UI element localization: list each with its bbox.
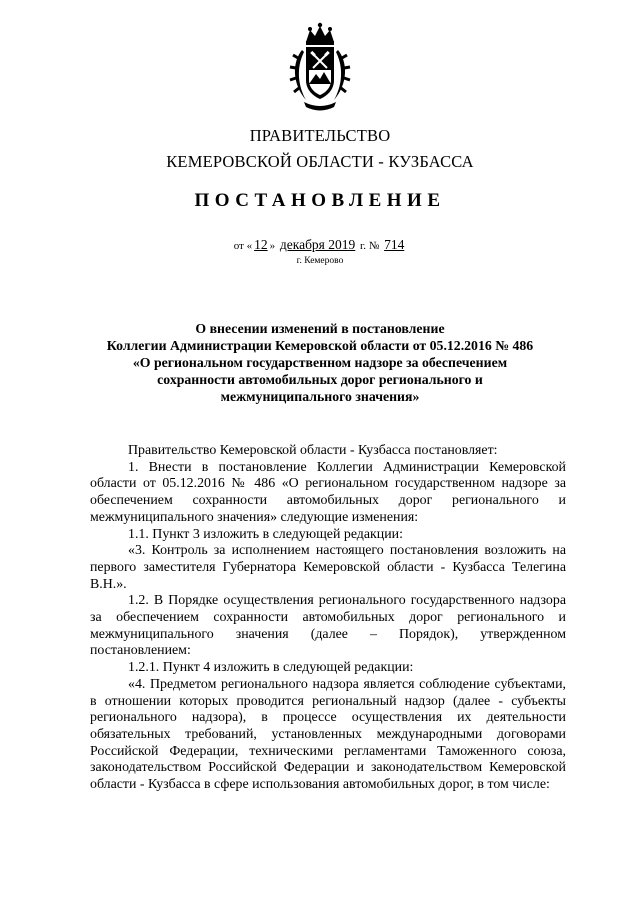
body-paragraph-1: 1. Внести в постановление Коллегии Администрации Кемеровской области от 05.12.2016 № 486 «О региональном государственном надзоре за обеспечением сохранности автомобильных дорог регионального и межмуниципального значения» следующие изменения: [90, 459, 566, 525]
date-year-suffix: г. [360, 240, 367, 252]
title-line: «О региональном государственном надзоре за обеспечением [132, 355, 508, 370]
document-number: 714 [384, 237, 405, 252]
document-date-line [0, 238, 640, 253]
title-line: межмуниципального значения» [220, 389, 420, 404]
body-paragraph-1-2-1: 1.2.1. Пункт 4 изложить в следующей редакции: [128, 660, 414, 676]
body-paragraph-quote-3: «3. Контроль за исполнением настоящего постановления возложить на первого заместителя Губернатора Кемеровской области - Кузбасса Телегина В.Н.». [90, 543, 566, 592]
date-prefix: от « [233, 240, 253, 252]
date-day: 12 [254, 237, 268, 252]
coat-of-arms-emblem [288, 22, 352, 112]
body-paragraph-1-1: 1.1. Пункт 3 изложить в следующей редакции: [128, 526, 403, 542]
title-line: сохранности автомобильных дорог регионального и [157, 372, 483, 387]
body-paragraph-1-2: 1.2. В Порядке осуществления регионального государственного надзора за обеспечением сохранности автомобильных дорог регионального и межмуниципального значения (далее – Порядок), утвержденном постановлением: [90, 593, 566, 659]
title-line: О внесении изменений в постановление [195, 321, 445, 336]
body-paragraph-quote-4: «4. Предметом регионального надзора является соблюдение субъектами, в отношении которых проводится региональный надзор (далее - субъекты регионального надзора), в процессе осуществления их деятельности обязательных требований, установленных международными договорами Российской Федерации, техническими регламентами Таможенного союза, законодательством Российской Федерации и законодательством Кемеровской области - Кузбасса в сфере использования автомобильных дорог, в том числе: [90, 676, 566, 793]
body-paragraph-intro: Правительство Кемеровской области - Кузбасса постановляет: [128, 443, 498, 458]
date-month-year: декабря 2019 [279, 237, 356, 252]
document-body [90, 443, 566, 794]
title-line: Коллегии Администрации Кемеровской области от 05.12.2016 № 486 [106, 338, 534, 353]
document-city: г. Кемерово [296, 256, 344, 266]
number-label: № [368, 240, 380, 252]
document-title [70, 320, 570, 405]
date-quote-close: » [269, 240, 276, 252]
government-name-line2: КЕМЕРОВСКОЙ ОБЛАСТИ - КУЗБАССА [166, 152, 474, 171]
government-name-line1: ПРАВИТЕЛЬСТВО [249, 126, 391, 145]
document-type-heading: ПОСТАНОВЛЕНИЕ [194, 190, 446, 211]
